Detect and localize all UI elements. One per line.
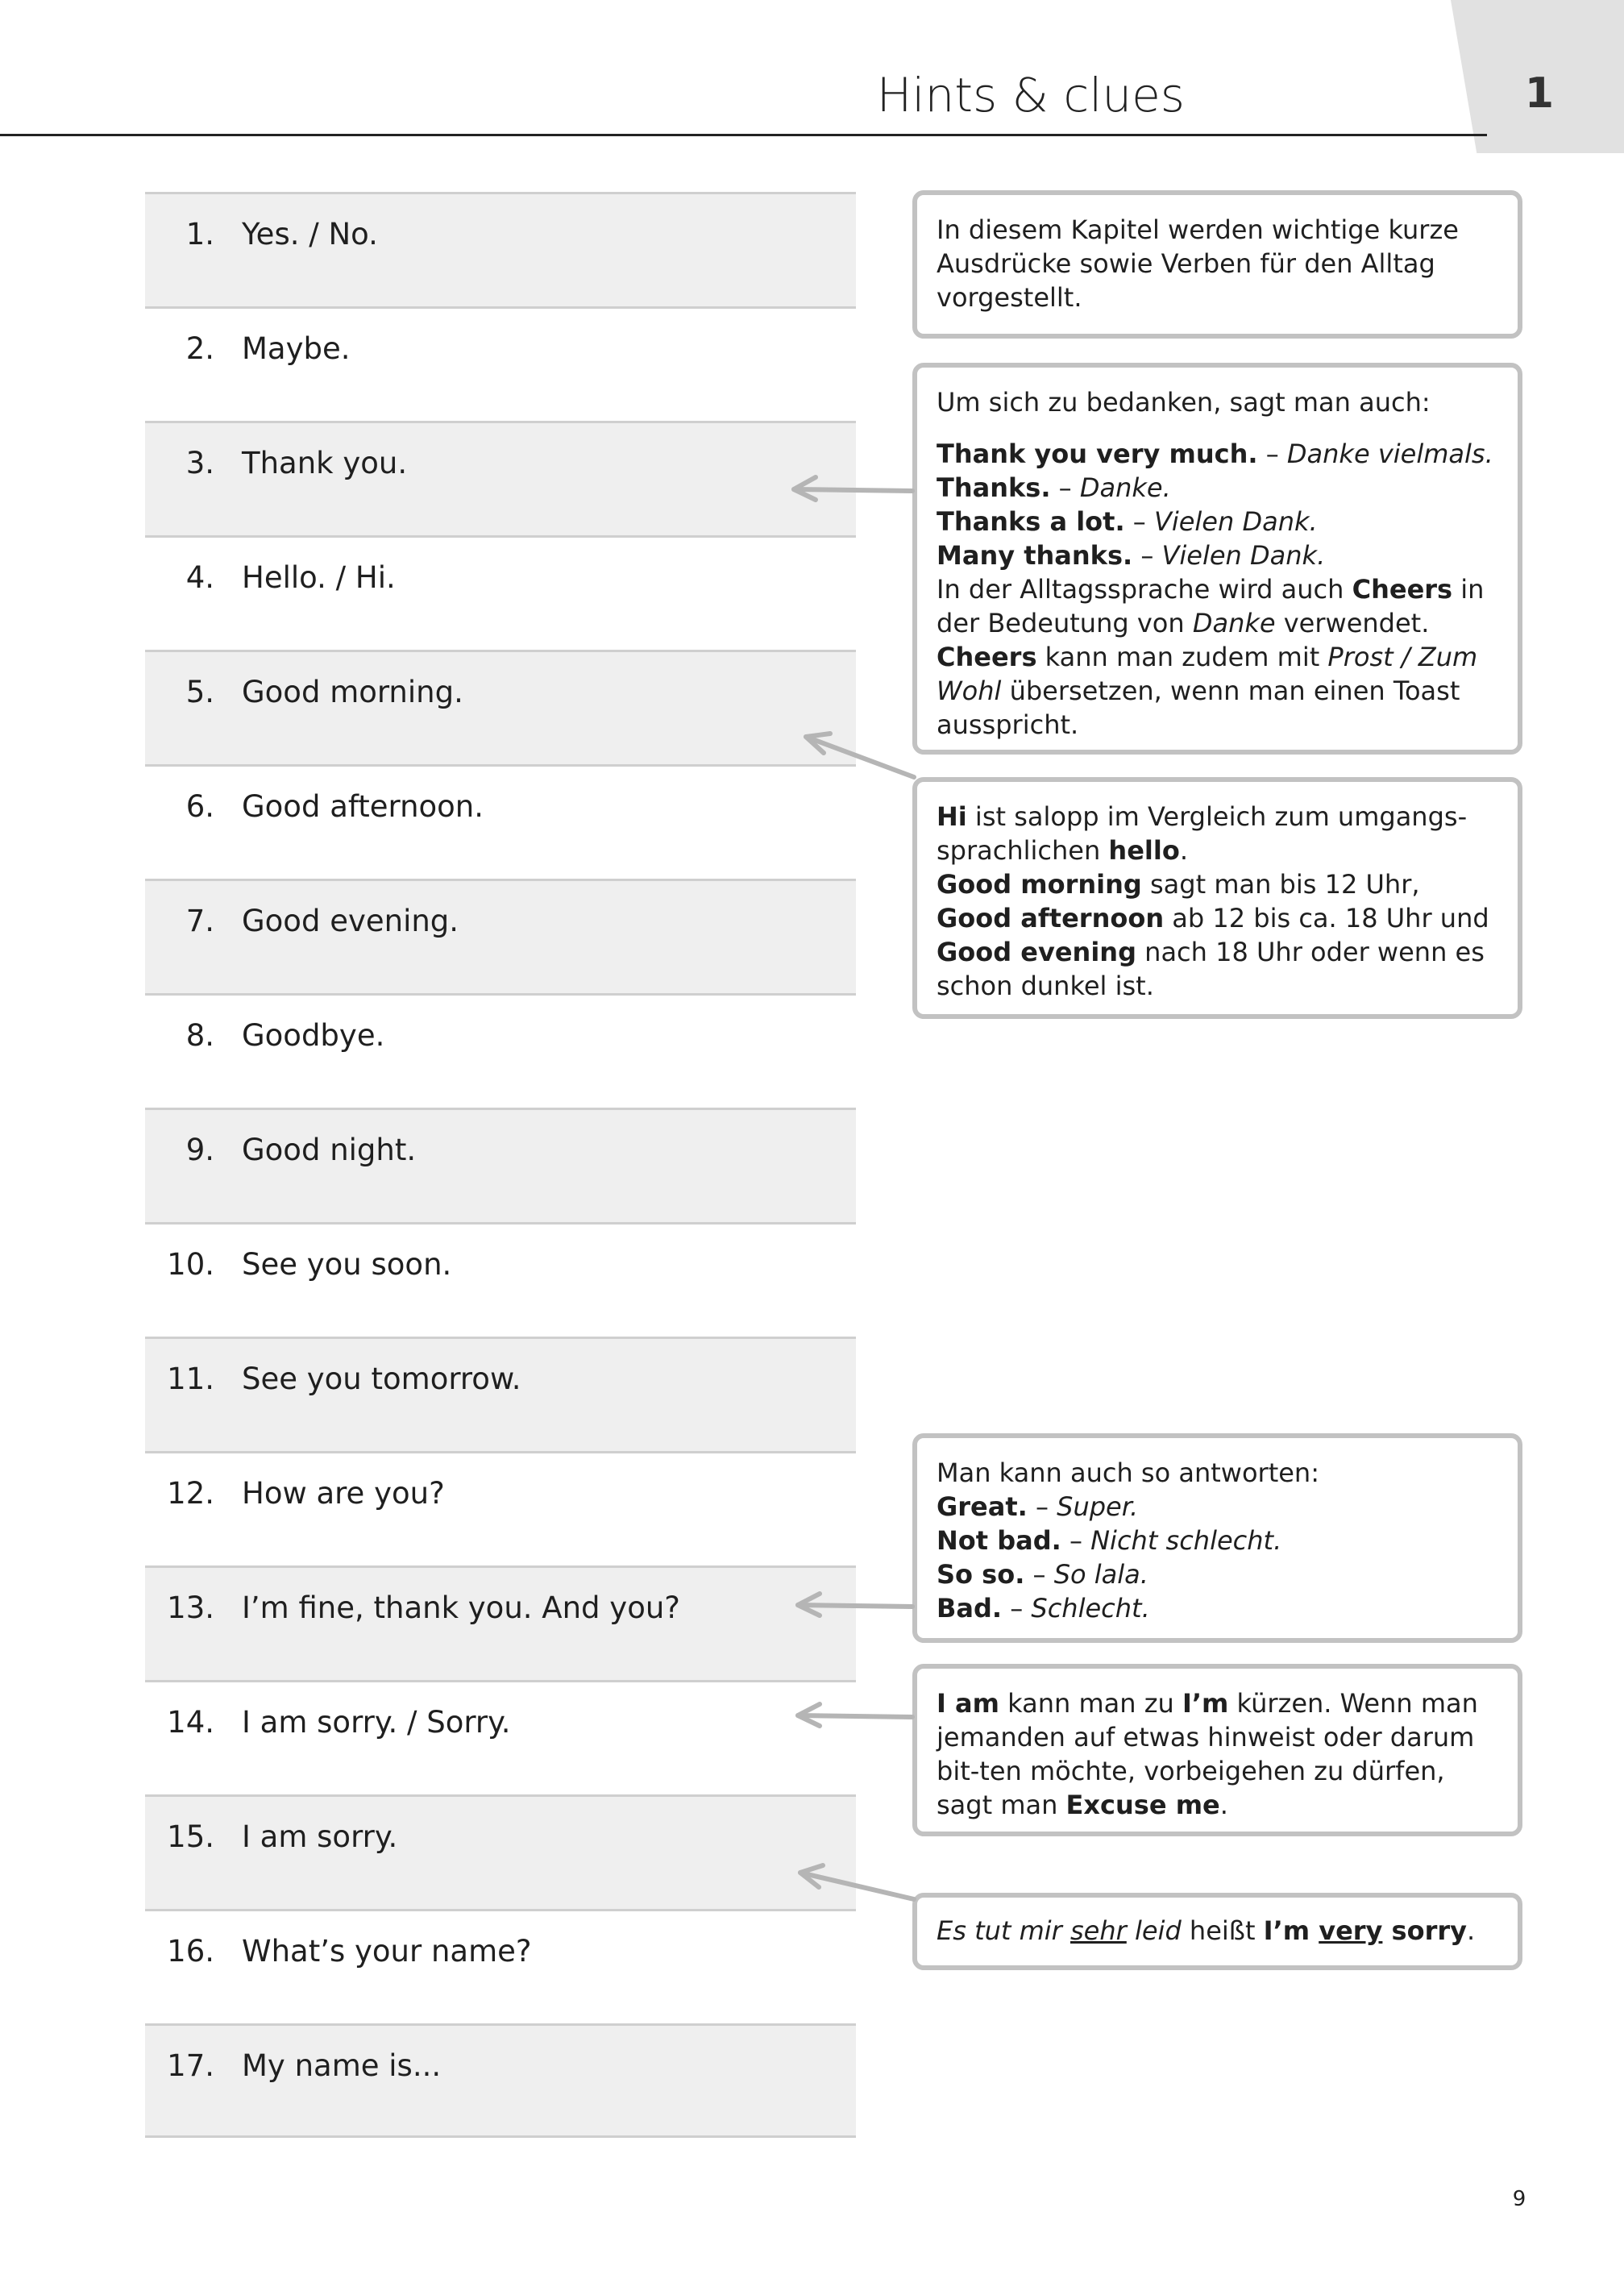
page-title: Hints & clues [876, 68, 1185, 123]
very-sorry-text: Es tut mir sehr leid heißt I’m very sorry. [937, 1915, 1476, 1946]
phrase-text: Goodbye. [242, 1018, 385, 1053]
sorry-text: I am kann man zu I’m kürzen. Wenn man jemanden auf etwas hinweist oder darum bit-ten möchte, vorbeigehen zu dürfen, sagt man Excuse me. [937, 1688, 1478, 1820]
greetings-line-3: Good afternoon ab 12 bis ca. 18 Uhr und [937, 903, 1489, 933]
answers-line-1: Great. – Super. [937, 1491, 1139, 1522]
answers-intro: Man kann auch so antworten: [937, 1457, 1319, 1488]
thanks-line-4: Many thanks. – Vielen Dank. [937, 540, 1326, 571]
phrase-text: Good morning. [242, 675, 463, 709]
chapter-number: 1 [1524, 69, 1555, 118]
greetings-line-4: Good evening nach 18 Uhr oder wenn es schon dunkel ist. [937, 937, 1485, 1001]
greetings-line-1: Hi ist salopp im Vergleich zum umgangs-sprachlichen hello. [937, 801, 1468, 866]
arrow-very-sorry [800, 1865, 914, 1899]
phrase-number: 6. [185, 789, 214, 824]
thanks-line-3: Thanks a lot. – Vielen Dank. [937, 506, 1318, 537]
phrase-text: Good afternoon. [242, 789, 484, 824]
thanks-para-1: In der Alltagssprache wird auch Cheers in der Bedeutung von Danke verwendet. [937, 574, 1485, 638]
thanks-line-2: Thanks. – Danke. [937, 472, 1171, 503]
phrase-text: See you tomorrow. [242, 1362, 521, 1396]
answers-line-4: Bad. – Schlecht. [937, 1593, 1150, 1624]
arrow-sorry [798, 1704, 912, 1726]
page-number: 9 [1512, 2187, 1526, 2211]
phrase-text: Thank you. [242, 446, 408, 480]
phrase-text: My name is... [242, 2048, 442, 2083]
thanks-line-1: Thank you very much. – Danke vielmals. [937, 439, 1493, 469]
phrase-number: 15. [167, 1819, 214, 1854]
phrase-number: 5. [185, 675, 214, 709]
phrase-text: See you soon. [242, 1247, 452, 1282]
phrase-number: 17. [167, 2048, 214, 2083]
phrase-number: 12. [167, 1476, 214, 1511]
phrase-number: 7. [185, 904, 214, 938]
phrase-number: 16. [167, 1934, 214, 1969]
answers-line-3: So so. – So lala. [937, 1559, 1148, 1590]
greetings-line-2: Good morning sagt man bis 12 Uhr, [937, 869, 1420, 900]
arrow-answers [798, 1594, 912, 1615]
thanks-para-2: Cheers kann man zudem mit Prost / Zum Wohl übersetzen, wenn man einen Toast ausspricht. [937, 642, 1478, 740]
answers-line-2: Not bad. – Nicht schlecht. [937, 1525, 1282, 1556]
arrow-greetings [806, 734, 914, 777]
phrase-number: 13. [167, 1590, 214, 1625]
phrase-number: 9. [185, 1133, 214, 1167]
phrase-number: 14. [167, 1705, 214, 1740]
phrase-number: 8. [185, 1018, 214, 1053]
phrase-number: 10. [167, 1247, 214, 1282]
phrase-number: 4. [185, 560, 214, 595]
thanks-intro: Um sich zu bedanken, sagt man auch: [937, 387, 1431, 418]
phrase-text: What’s your name? [242, 1934, 532, 1969]
phrase-text: Good night. [242, 1133, 417, 1167]
phrase-number: 3. [185, 446, 214, 480]
phrase-text: How are you? [242, 1476, 445, 1511]
arrow-thanks [794, 477, 912, 500]
phrase-text: I am sorry. [242, 1819, 398, 1854]
phrase-number: 1. [185, 217, 214, 252]
phrase-text: I’m fine, thank you. And you? [242, 1590, 680, 1625]
phrase-text: Yes. / No. [242, 217, 378, 252]
phrase-text: Good evening. [242, 904, 459, 938]
phrase-text: Hello. / Hi. [242, 560, 396, 595]
intro-text: In diesem Kapitel werden wichtige kurze Ausdrücke sowie Verben für den Alltag vorgestellt. [937, 214, 1459, 313]
phrase-text: Maybe. [242, 331, 351, 366]
phrase-text: I am sorry. / Sorry. [242, 1705, 511, 1740]
phrase-number: 11. [167, 1362, 214, 1396]
phrase-number: 2. [185, 331, 214, 366]
